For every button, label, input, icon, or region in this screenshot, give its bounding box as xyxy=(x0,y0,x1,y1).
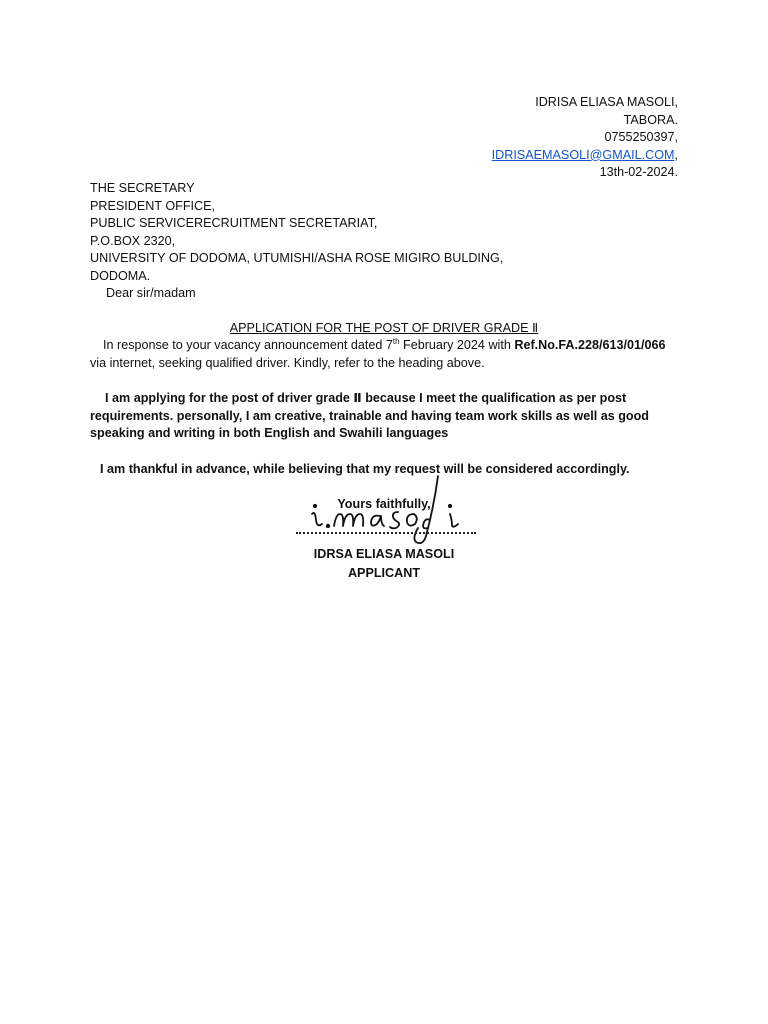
signatory-name: IDRSA ELIASA MASOLI xyxy=(313,547,455,561)
sender-town: TABORA. xyxy=(623,112,678,127)
para1-line-1: In response to your vacancy announcement dated 7th February 2024 with Ref.No.FA.228/613/01/066 xyxy=(103,336,666,352)
recipient-line: PRESIDENT OFFICE, xyxy=(90,198,216,213)
recipient-line: DODOMA. xyxy=(90,268,151,283)
body-paragraph-1 xyxy=(90,337,690,372)
sender-name: IDRISA ELIASA MASOLI, xyxy=(535,95,678,109)
sender-phone: 0755250397, xyxy=(604,130,678,144)
letter-date: 13th-02-2024. xyxy=(599,165,678,179)
sender-address-block xyxy=(492,94,678,182)
sender-email-suffix: , xyxy=(674,147,678,162)
sender-email-link[interactable]: IDRISAEMASOLI@GMAIL.COM xyxy=(491,147,675,162)
para2-line-1: I am applying for the post of driver grade Ⅱ because I meet the qualification as per post xyxy=(105,391,627,405)
para2-line-3: speaking and writing in both English and Swahili languages xyxy=(90,426,449,440)
signature-dotted-line xyxy=(296,532,476,534)
recipient-line: UNIVERSITY OF DODOMA, UTUMISHI/ASHA ROSE MIGIRO BULDING, xyxy=(90,251,504,265)
handwritten-signature xyxy=(290,470,480,550)
para1-line-2: via internet, seeking qualified driver. Kindly, refer to the heading above. xyxy=(90,355,485,370)
recipient-line: PUBLIC SERVICERECRUITMENT SECRETARIAT, xyxy=(90,216,378,230)
subject-heading: APPLICATION FOR THE POST OF DRIVER GRADE Ⅱ xyxy=(229,321,539,335)
salutation: Dear sir/madam xyxy=(106,286,196,300)
recipient-line: THE SECRETARY xyxy=(90,181,195,195)
signatory-role: APPLICANT xyxy=(347,566,421,580)
para2-line-2: requirements. personally, I am creative, trainable and having team work skills as well as good xyxy=(90,408,649,423)
recipient-address-block xyxy=(90,180,503,285)
body-paragraph-2 xyxy=(90,390,690,443)
closing-line: Yours faithfully, xyxy=(337,497,431,511)
sender-email-line xyxy=(492,147,678,165)
recipient-line: P.O.BOX 2320, xyxy=(90,233,176,248)
reference-number: Ref.No.FA.228/613/01/066 xyxy=(514,338,666,352)
body-paragraph-3: I am thankful in advance, while believing that my request will be considered accordingly. xyxy=(100,462,630,476)
